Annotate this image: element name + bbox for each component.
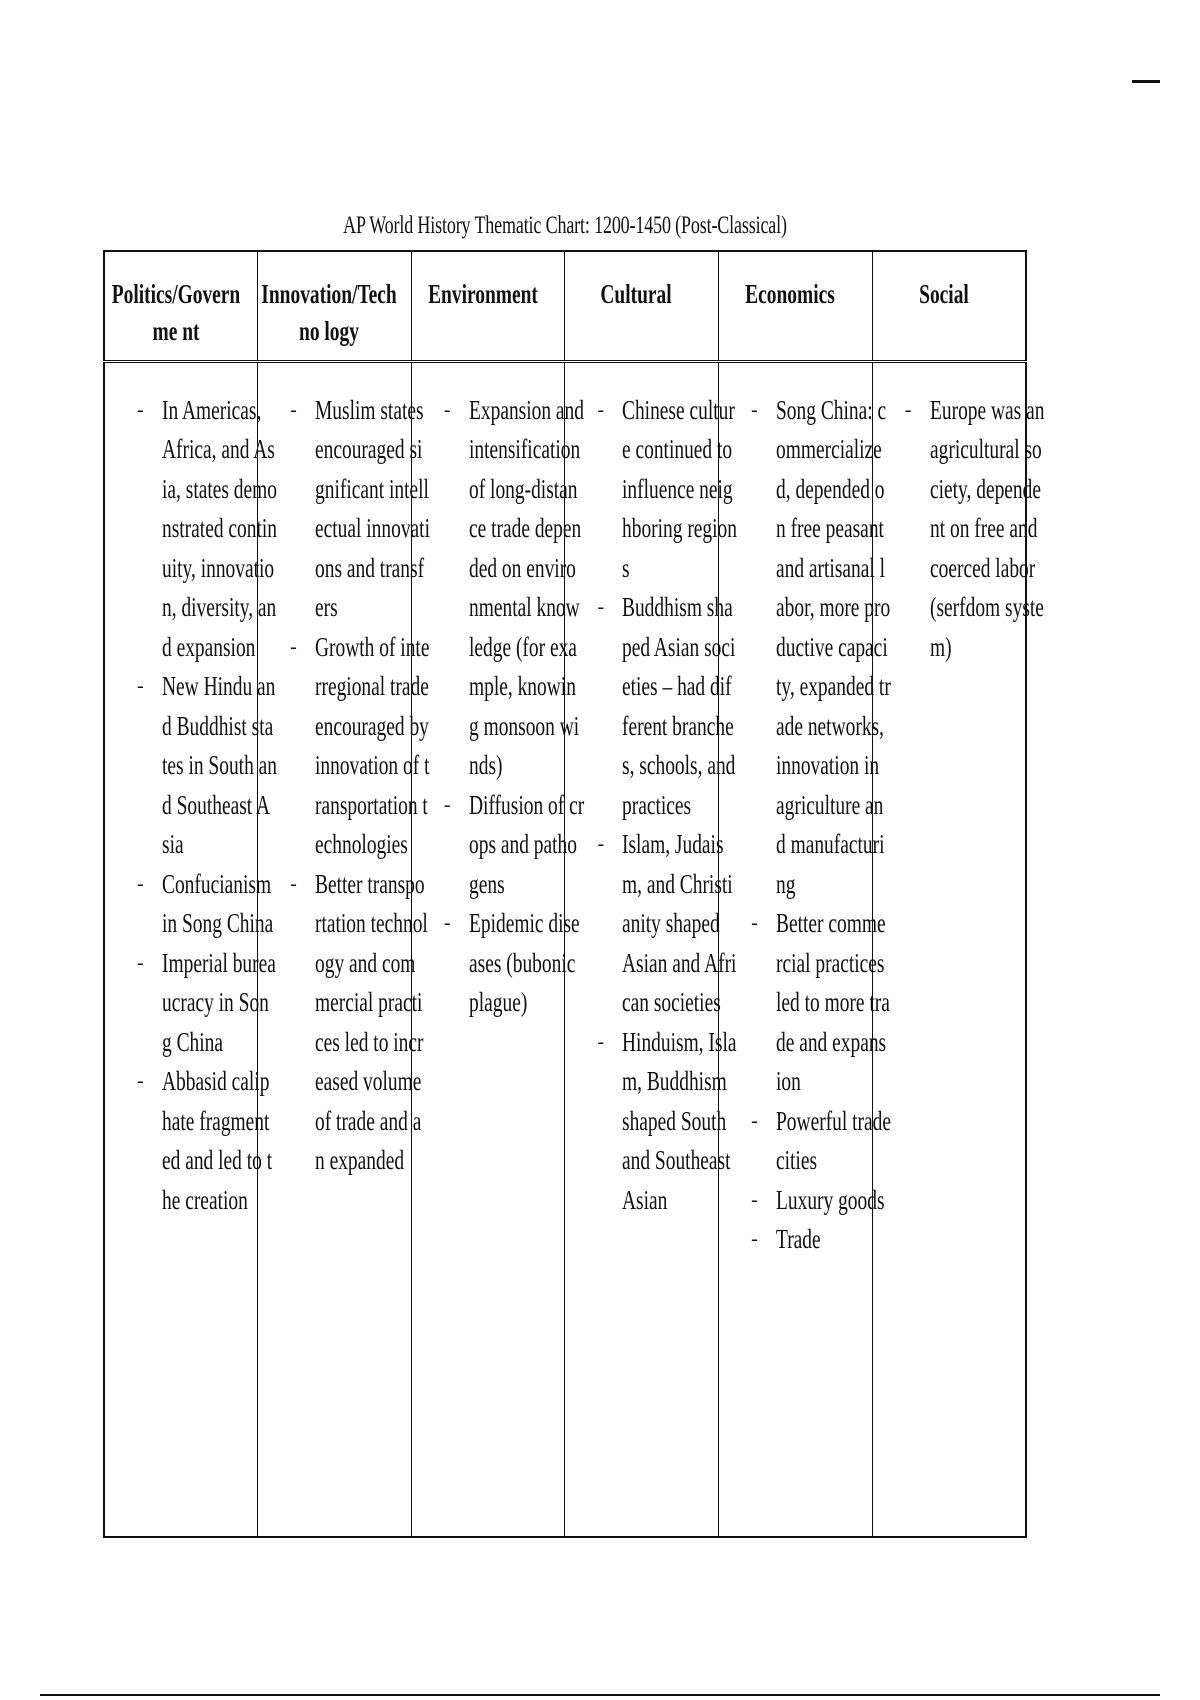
cell-environment [411, 361, 585, 1537]
cell-politics [104, 361, 278, 1537]
cell-innovation [258, 361, 431, 1537]
list-item: - Diffusion of crops and pathogens [443, 789, 585, 899]
list-item: - Expansion and intensification of long-distance trade depended on environmental knowledge (for example, knowing monsoon winds) [443, 394, 584, 780]
list-item: - Abbasid caliphate fragmented and led to the creation [137, 1066, 273, 1215]
list-item: - Islam, Judaism, and Christianity shaped Asian and African societies [597, 829, 737, 1017]
cell-social [872, 361, 1045, 1537]
list-item: - New Hindu and Buddhist states in South and Southeast Asia [137, 671, 278, 859]
list-item: - Muslim states encouraged significant intellectual innovations and transfers [290, 394, 431, 622]
list-item: - Powerful trade cities [751, 1105, 892, 1175]
list-item: - Song China: commercialized, depended on free peasant and artisanal labor, more productive capacity, expanded trade networks, innovation in agriculture and manufacturing [751, 394, 891, 899]
list-item: - Trade [751, 1224, 821, 1254]
list-item: - Buddhism shaped Asian societies – had different branches, schools, and practices [597, 592, 736, 820]
list-item: - Epidemic diseases (bubonic plague) [443, 908, 580, 1017]
list-item: - Better commercial practices led to more trade and expansion [751, 908, 891, 1096]
list-item: - Growth of interregional trade encouraged by innovation of transportation technologies [290, 631, 430, 859]
list-item: - Confucianism in Song China [137, 868, 274, 938]
list-item: - Hinduism, Islam, Buddhism shaped South and Southeast Asian [597, 1026, 737, 1215]
bottom-rule [40, 1694, 1160, 1696]
header-innovation: Innovation/Techno logy [258, 251, 412, 361]
header-economics: Economics [719, 251, 873, 361]
header-environment: Environment [411, 251, 565, 361]
list-item: - In Americas, Africa, and Asia, states demonstrated continuity, innovation, diversity, and expansion [137, 394, 277, 662]
list-item: - Better transportation technology and commercial practices led to increased volume of trade and an expanded [290, 868, 428, 1175]
header-cultural: Cultural [565, 251, 719, 361]
list-item: - Europe was an agricultural society, dependent on free and coerced labor (serfdom system) [904, 394, 1045, 662]
content-row [104, 361, 1026, 1537]
list-item: - Luxury goods [751, 1184, 885, 1215]
cell-economics [719, 361, 892, 1537]
header-politics: Politics/Governme nt [104, 251, 258, 361]
list-item: - Imperial bureaucracy in Song China [137, 947, 276, 1057]
header-row [104, 251, 1026, 361]
header-social: Social [872, 251, 1026, 361]
top-dash-mark [1132, 80, 1160, 83]
list-item: - Chinese culture continued to influence neighboring regions [597, 394, 738, 583]
page-title: AP World History Thematic Chart: 1200-1450 (Post-Classical) [343, 212, 787, 239]
thematic-chart-table [103, 250, 1045, 1538]
cell-cultural [565, 361, 738, 1537]
